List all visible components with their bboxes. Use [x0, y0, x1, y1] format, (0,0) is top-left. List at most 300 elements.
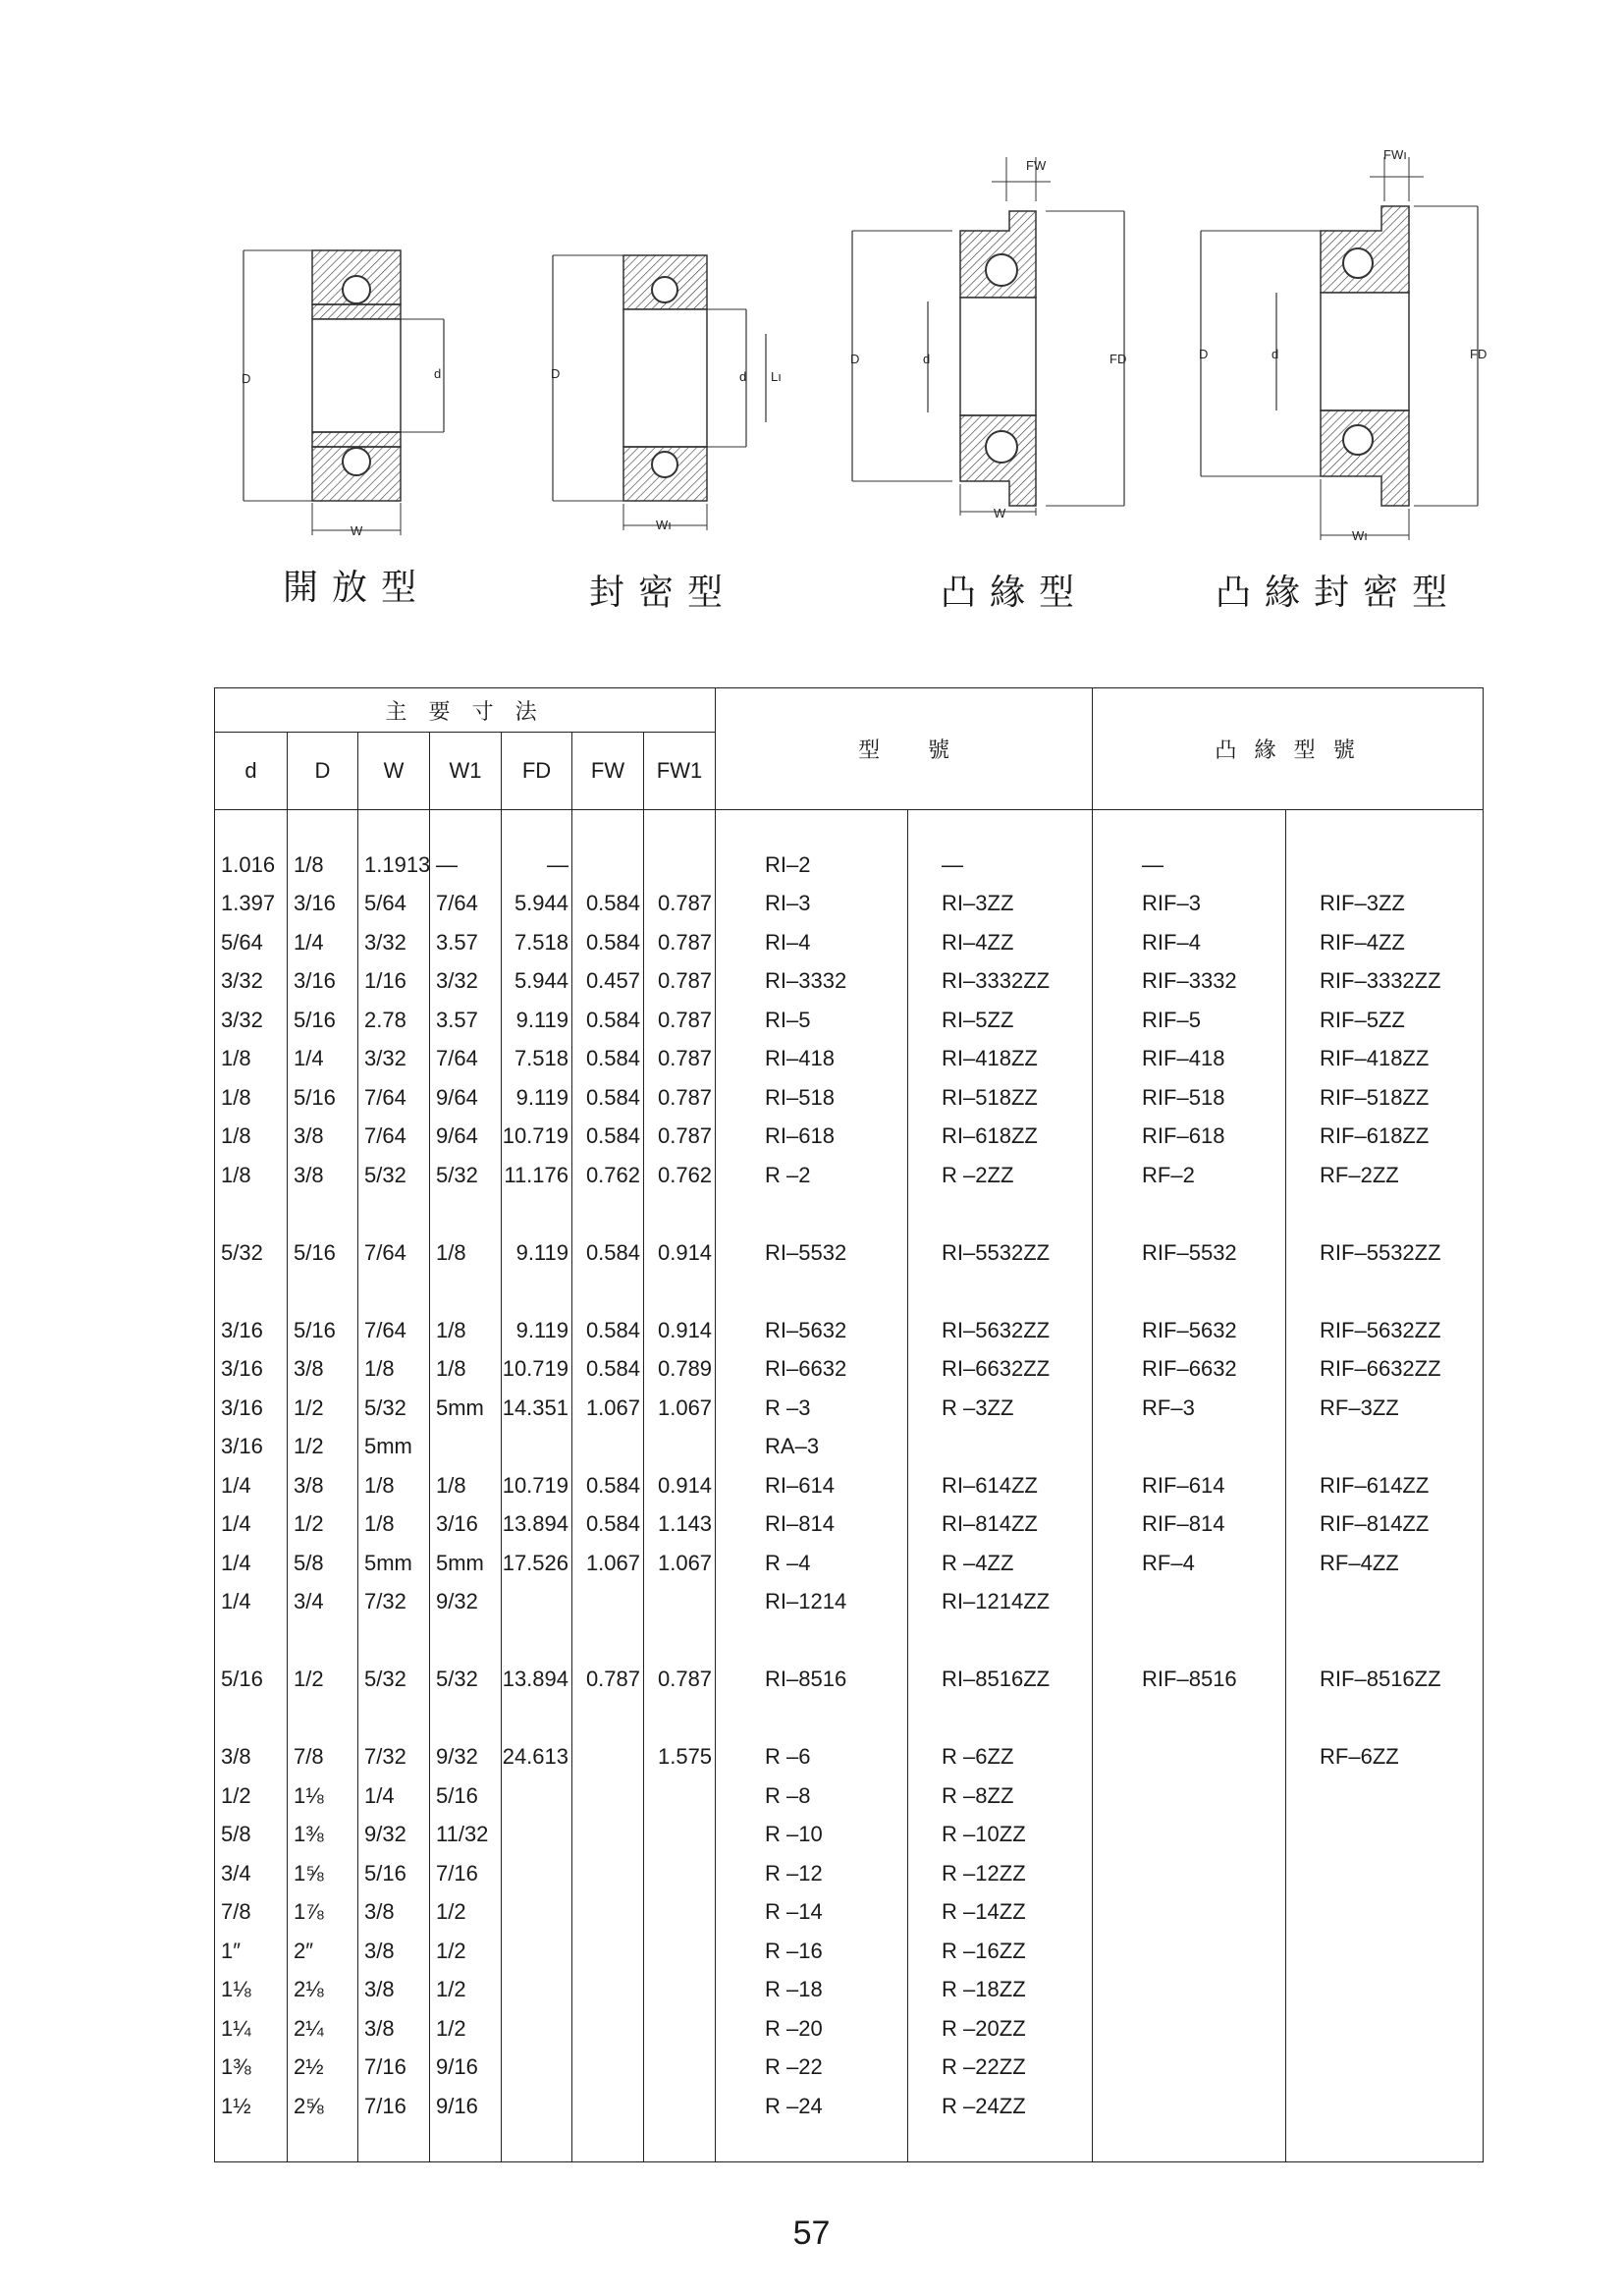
cell-D: 1/8 — [288, 846, 358, 885]
cell-flange-model: RIF–8516 — [1093, 1661, 1286, 1700]
cell-FD: 9.119 — [502, 1233, 572, 1273]
cell-W: 7/16 — [358, 2087, 430, 2126]
cell-W1: 1/8 — [430, 1311, 502, 1350]
cell-FD: 5.944 — [502, 885, 572, 924]
cell-FW: 1.067 — [572, 1544, 644, 1583]
cell-flange-model-zz — [1286, 1971, 1484, 2010]
cell-FW1 — [644, 1854, 716, 1893]
cell-model: R –24 — [716, 2087, 908, 2126]
table-row — [215, 962, 1484, 1002]
cell-FW: 0.762 — [572, 1156, 644, 1195]
cell-flange-model: RIF–3332 — [1093, 962, 1286, 1002]
table-row — [215, 1350, 1484, 1390]
dim-L1: Lı — [771, 369, 782, 384]
cell-FW — [572, 846, 644, 885]
cell-FW — [572, 1971, 644, 2010]
cell-FW1: 0.914 — [644, 1233, 716, 1273]
cell-model: R –3 — [716, 1389, 908, 1428]
dim-W1: Wı — [656, 518, 672, 532]
cell-d: 5/32 — [215, 1233, 288, 1273]
cell-FD — [502, 1777, 572, 1816]
cell-model-zz: RI–4ZZ — [908, 923, 1093, 962]
cell-D: 3/8 — [288, 1156, 358, 1195]
table-row — [215, 1505, 1484, 1545]
cell-D: 2⅛ — [288, 1971, 358, 2010]
cell-flange-model-zz — [1286, 1428, 1484, 1467]
dim-d-3: d — [923, 352, 931, 366]
cell-W1: 1/8 — [430, 1233, 502, 1273]
cell-d: 3/16 — [215, 1350, 288, 1390]
cell-flange-model — [1093, 2049, 1286, 2088]
cell-d: 1/8 — [215, 1118, 288, 1157]
cell-FD: 7.518 — [502, 923, 572, 962]
cell-d: 1⅛ — [215, 1971, 288, 2010]
cell-d: 5/64 — [215, 923, 288, 962]
cell-W: 7/64 — [358, 1078, 430, 1118]
cell-model: RI–3 — [716, 885, 908, 924]
cell-D: 5/16 — [288, 1233, 358, 1273]
cell-model: RI–618 — [716, 1118, 908, 1157]
cell-FD: 11.176 — [502, 1156, 572, 1195]
diagram-label-open: 開放型 — [283, 568, 431, 608]
cell-FW: 0.584 — [572, 1040, 644, 1079]
cell-W: 7/32 — [358, 1738, 430, 1777]
cell-flange-model-zz — [1286, 1583, 1484, 1622]
cell-flange-model: RIF–5 — [1093, 1001, 1286, 1040]
spacer-row — [215, 1699, 1484, 1738]
cell-model: R –16 — [716, 1932, 908, 1971]
cell-model-zz: RI–618ZZ — [908, 1118, 1093, 1157]
cell-FD: 10.719 — [502, 1118, 572, 1157]
cell-model: RI–3332 — [716, 962, 908, 1002]
cell-flange-model-zz: RIF–814ZZ — [1286, 1505, 1484, 1545]
cell-model-zz: R –16ZZ — [908, 1932, 1093, 1971]
cell-D: 3/4 — [288, 1583, 358, 1622]
cell-d: 3/16 — [215, 1311, 288, 1350]
cell-FW: 0.584 — [572, 1001, 644, 1040]
cell-W1 — [430, 1428, 502, 1467]
col-header-W1: W1 — [430, 733, 502, 810]
cell-FW1: 1.575 — [644, 1738, 716, 1777]
cell-flange-model — [1093, 1738, 1286, 1777]
cell-model-zz: RI–5532ZZ — [908, 1233, 1093, 1273]
cell-FW: 0.787 — [572, 1661, 644, 1700]
dim-d-4: d — [1271, 347, 1279, 361]
cell-FW: 0.584 — [572, 1505, 644, 1545]
cell-d: 1.016 — [215, 846, 288, 885]
cell-FW1 — [644, 2087, 716, 2126]
diagram-label-flanged-sealed: 凸緣封密型 — [1216, 573, 1462, 613]
cell-flange-model-zz — [1286, 1932, 1484, 1971]
cell-D: 5/16 — [288, 1311, 358, 1350]
table-row — [215, 1738, 1484, 1777]
cell-d: 1.397 — [215, 885, 288, 924]
cell-FW1: 1.143 — [644, 1505, 716, 1545]
cell-W1: 7/64 — [430, 885, 502, 924]
cell-D: 3/16 — [288, 885, 358, 924]
table-row — [215, 2049, 1484, 2088]
cell-W: 1/8 — [358, 1466, 430, 1505]
dim-d: d — [434, 366, 442, 381]
cell-flange-model-zz: RIF–5532ZZ — [1286, 1233, 1484, 1273]
cell-W1: 5/32 — [430, 1661, 502, 1700]
cell-model-zz: R –4ZZ — [908, 1544, 1093, 1583]
cell-flange-model-zz — [1286, 1893, 1484, 1933]
cell-flange-model-zz: RF–6ZZ — [1286, 1738, 1484, 1777]
cell-FD: 17.526 — [502, 1544, 572, 1583]
cell-W: 1/4 — [358, 1777, 430, 1816]
diagram-flanged-sealed-type — [1193, 147, 1507, 560]
cell-FD: 10.719 — [502, 1466, 572, 1505]
cell-model: RI–814 — [716, 1505, 908, 1545]
cell-flange-model-zz: RIF–3ZZ — [1286, 885, 1484, 924]
cell-model-zz: R –8ZZ — [908, 1777, 1093, 1816]
cell-flange-model-zz: RIF–614ZZ — [1286, 1466, 1484, 1505]
cell-model-zz: R –3ZZ — [908, 1389, 1093, 1428]
cell-D: 1/2 — [288, 1389, 358, 1428]
cell-FW1 — [644, 1777, 716, 1816]
dim-W: W — [351, 523, 363, 538]
cell-flange-model — [1093, 1854, 1286, 1893]
cell-model-zz: R –22ZZ — [908, 2049, 1093, 2088]
cell-D: 1⅞ — [288, 1893, 358, 1933]
cell-W: 5mm — [358, 1544, 430, 1583]
cell-FD — [502, 2087, 572, 2126]
cell-model-zz: RI–5632ZZ — [908, 1311, 1093, 1350]
cell-W: 1/8 — [358, 1505, 430, 1545]
cell-d: 5/8 — [215, 1816, 288, 1855]
cell-d: 5/16 — [215, 1661, 288, 1700]
cell-D: 1/2 — [288, 1661, 358, 1700]
cell-flange-model: RIF–3 — [1093, 885, 1286, 924]
diagram-sealed-type — [545, 241, 800, 555]
cell-flange-model: RIF–814 — [1093, 1505, 1286, 1545]
cell-D: 3/8 — [288, 1118, 358, 1157]
cell-D: 1⅝ — [288, 1854, 358, 1893]
cell-FW1 — [644, 1816, 716, 1855]
cell-D: 5/8 — [288, 1544, 358, 1583]
cell-d: 1″ — [215, 1932, 288, 1971]
cell-W: 7/32 — [358, 1583, 430, 1622]
cell-d: 1/2 — [215, 1777, 288, 1816]
cell-W1: 7/64 — [430, 1040, 502, 1079]
table-row — [215, 846, 1484, 885]
cell-model-zz: — — [908, 846, 1093, 885]
cell-model: R –14 — [716, 1893, 908, 1933]
cell-FW1 — [644, 2049, 716, 2088]
cell-model: RI–614 — [716, 1466, 908, 1505]
cell-FD — [502, 2009, 572, 2049]
cell-model-zz: RI–614ZZ — [908, 1466, 1093, 1505]
cell-flange-model-zz — [1286, 1854, 1484, 1893]
cell-flange-model: RIF–614 — [1093, 1466, 1286, 1505]
cell-flange-model-zz: RIF–4ZZ — [1286, 923, 1484, 962]
cell-W1: 3/16 — [430, 1505, 502, 1545]
cell-W: 1/8 — [358, 1350, 430, 1390]
cell-model: RI–518 — [716, 1078, 908, 1118]
table-row — [215, 885, 1484, 924]
cell-W1: 1/2 — [430, 1971, 502, 2010]
cell-W: 3/8 — [358, 1971, 430, 2010]
cell-W: 3/32 — [358, 923, 430, 962]
cell-W1: 1/2 — [430, 2009, 502, 2049]
cell-model-zz: R –20ZZ — [908, 2009, 1093, 2049]
spacer-row — [215, 1273, 1484, 1312]
dim-d-2: d — [739, 369, 747, 384]
col-header-d: d — [215, 733, 288, 810]
cell-FW1: 0.787 — [644, 1078, 716, 1118]
cell-D: 2″ — [288, 1932, 358, 1971]
cell-W1: 5/16 — [430, 1777, 502, 1816]
page-number: 57 — [792, 2214, 831, 2252]
cell-FD — [502, 1428, 572, 1467]
cell-model: RI–5532 — [716, 1233, 908, 1273]
cell-flange-model: RIF–4 — [1093, 923, 1286, 962]
cell-model-zz: R –14ZZ — [908, 1893, 1093, 1933]
open-bearing-drawing — [236, 236, 471, 550]
bearing-spec-table — [214, 687, 1484, 2162]
sealed-bearing-drawing — [545, 241, 800, 555]
cell-FW1: 0.787 — [644, 1040, 716, 1079]
cell-W1: 9/32 — [430, 1583, 502, 1622]
cell-model-zz: R –6ZZ — [908, 1738, 1093, 1777]
cell-W: 1.1913 — [358, 846, 430, 885]
cell-model-zz — [908, 1428, 1093, 1467]
cell-FD: 10.719 — [502, 1350, 572, 1390]
col-header-FW: FW — [572, 733, 644, 810]
cell-W1: 9/64 — [430, 1118, 502, 1157]
cell-W: 2.78 — [358, 1001, 430, 1040]
cell-D: 2¼ — [288, 2009, 358, 2049]
cell-FW1 — [644, 1971, 716, 2010]
cell-flange-model-zz — [1286, 1816, 1484, 1855]
col-header-D: D — [288, 733, 358, 810]
cell-model-zz: RI–518ZZ — [908, 1078, 1093, 1118]
cell-model: R –20 — [716, 2009, 908, 2049]
cell-model: RI–5632 — [716, 1311, 908, 1350]
cell-FW1: 0.787 — [644, 885, 716, 924]
cell-model-zz: RI–8516ZZ — [908, 1661, 1093, 1700]
cell-model: RI–4 — [716, 923, 908, 962]
cell-flange-model: RF–4 — [1093, 1544, 1286, 1583]
cell-FW1 — [644, 1893, 716, 1933]
table-row — [215, 1001, 1484, 1040]
cell-flange-model-zz — [1286, 1777, 1484, 1816]
cell-d: 1¼ — [215, 2009, 288, 2049]
cell-FD: 7.518 — [502, 1040, 572, 1079]
cell-FW1: 0.914 — [644, 1311, 716, 1350]
flanged-sealed-bearing-drawing — [1193, 147, 1507, 560]
table-row — [215, 1428, 1484, 1467]
cell-FW — [572, 1816, 644, 1855]
cell-FW: 0.457 — [572, 962, 644, 1002]
cell-FD — [502, 2049, 572, 2088]
dim-D-3: D — [850, 352, 860, 366]
cell-FW: 0.584 — [572, 1350, 644, 1390]
cell-flange-model — [1093, 2087, 1286, 2126]
model-header: 型 號 — [716, 688, 1093, 810]
cell-W: 7/16 — [358, 2049, 430, 2088]
cell-FD: 13.894 — [502, 1661, 572, 1700]
cell-FW1: 0.787 — [644, 1118, 716, 1157]
cell-FW1: 1.067 — [644, 1544, 716, 1583]
dim-FD: FD — [1109, 352, 1127, 366]
cell-W1: 1/2 — [430, 1893, 502, 1933]
cell-model-zz: RI–5ZZ — [908, 1001, 1093, 1040]
cell-W1: 9/16 — [430, 2049, 502, 2088]
flanged-bearing-drawing — [844, 152, 1139, 565]
cell-D: 1/2 — [288, 1505, 358, 1545]
cell-W: 3/32 — [358, 1040, 430, 1079]
cell-FW — [572, 1583, 644, 1622]
cell-d: 1½ — [215, 2087, 288, 2126]
cell-flange-model-zz — [1286, 2009, 1484, 2049]
cell-FD — [502, 1816, 572, 1855]
cell-model: R –18 — [716, 1971, 908, 2010]
cell-d: 7/8 — [215, 1893, 288, 1933]
diagram-label-sealed: 封密型 — [589, 573, 737, 613]
cell-flange-model: RIF–618 — [1093, 1118, 1286, 1157]
cell-d: 3/16 — [215, 1389, 288, 1428]
cell-FW1: 1.067 — [644, 1389, 716, 1428]
cell-model-zz: RI–6632ZZ — [908, 1350, 1093, 1390]
spacer-row — [215, 1621, 1484, 1661]
cell-W1: 9/64 — [430, 1078, 502, 1118]
cell-flange-model-zz: RIF–6632ZZ — [1286, 1350, 1484, 1390]
cell-FW: 1.067 — [572, 1389, 644, 1428]
cell-FW1 — [644, 1583, 716, 1622]
cell-flange-model-zz: RIF–5632ZZ — [1286, 1311, 1484, 1350]
cell-W: 3/8 — [358, 2009, 430, 2049]
cell-d: 3/32 — [215, 1001, 288, 1040]
cell-model: R –4 — [716, 1544, 908, 1583]
dim-W-3: W — [994, 506, 1006, 520]
cell-d: 1/8 — [215, 1040, 288, 1079]
cell-flange-model — [1093, 1583, 1286, 1622]
cell-d: 1/4 — [215, 1544, 288, 1583]
cell-W: 3/8 — [358, 1893, 430, 1933]
cell-FW — [572, 1932, 644, 1971]
cell-d: 1/4 — [215, 1583, 288, 1622]
diagram-open-type — [236, 236, 471, 550]
cell-D: 1⅛ — [288, 1777, 358, 1816]
table-row — [215, 1583, 1484, 1622]
cell-W1: 9/32 — [430, 1738, 502, 1777]
cell-flange-model: RIF–518 — [1093, 1078, 1286, 1118]
cell-W: 5/32 — [358, 1661, 430, 1700]
cell-flange-model: RIF–5632 — [1093, 1311, 1286, 1350]
cell-FW1 — [644, 2009, 716, 2049]
cell-FW1: 0.787 — [644, 923, 716, 962]
cell-FW1 — [644, 1932, 716, 1971]
table-row — [215, 1854, 1484, 1893]
table-row — [215, 1777, 1484, 1816]
cell-model: RI–2 — [716, 846, 908, 885]
table-row — [215, 1078, 1484, 1118]
cell-flange-model-zz: RIF–618ZZ — [1286, 1118, 1484, 1157]
table-row — [215, 1311, 1484, 1350]
cell-d: 1/8 — [215, 1156, 288, 1195]
table-row — [215, 2009, 1484, 2049]
cell-FW: 0.584 — [572, 1233, 644, 1273]
cell-flange-model-zz: RIF–518ZZ — [1286, 1078, 1484, 1118]
table-row — [215, 1816, 1484, 1855]
cell-model: RA–3 — [716, 1428, 908, 1467]
cell-d: 1/4 — [215, 1466, 288, 1505]
cell-FW — [572, 2009, 644, 2049]
cell-FW — [572, 1893, 644, 1933]
cell-model: R –2 — [716, 1156, 908, 1195]
table-row — [215, 2087, 1484, 2126]
cell-d: 1/4 — [215, 1505, 288, 1545]
cell-FW — [572, 1428, 644, 1467]
cell-FW1: 0.914 — [644, 1466, 716, 1505]
cell-model: RI–6632 — [716, 1350, 908, 1390]
cell-model-zz: RI–418ZZ — [908, 1040, 1093, 1079]
dim-W1-4: Wı — [1352, 528, 1368, 543]
cell-flange-model — [1093, 1777, 1286, 1816]
cell-D: 1/4 — [288, 1040, 358, 1079]
cell-FD: 9.119 — [502, 1078, 572, 1118]
cell-W1: 3.57 — [430, 923, 502, 962]
diagram-flanged-type — [844, 152, 1139, 565]
cell-FD: 13.894 — [502, 1505, 572, 1545]
cell-model-zz: R –10ZZ — [908, 1816, 1093, 1855]
dim-D-4: D — [1199, 347, 1209, 361]
cell-model-zz: RI–814ZZ — [908, 1505, 1093, 1545]
cell-model-zz: RI–1214ZZ — [908, 1583, 1093, 1622]
cell-flange-model-zz — [1286, 2087, 1484, 2126]
table-row — [215, 1040, 1484, 1079]
cell-FD: 9.119 — [502, 1001, 572, 1040]
cell-d: 3/16 — [215, 1428, 288, 1467]
cell-W: 5/16 — [358, 1854, 430, 1893]
cell-W1: 7/16 — [430, 1854, 502, 1893]
cell-FW1 — [644, 846, 716, 885]
cell-W1: 5/32 — [430, 1156, 502, 1195]
cell-FW: 0.584 — [572, 1118, 644, 1157]
cell-model: RI–8516 — [716, 1661, 908, 1700]
cell-D: 1⅜ — [288, 1816, 358, 1855]
cell-D: 7/8 — [288, 1738, 358, 1777]
flange-model-header: 凸 緣 型 號 — [1093, 688, 1484, 810]
cell-D: 2½ — [288, 2049, 358, 2088]
cell-flange-model-zz — [1286, 846, 1484, 885]
table-row — [215, 1118, 1484, 1157]
cell-flange-model-zz: RIF–8516ZZ — [1286, 1661, 1484, 1700]
cell-flange-model — [1093, 1932, 1286, 1971]
table-row — [215, 1156, 1484, 1195]
cell-FW: 0.584 — [572, 923, 644, 962]
cell-d: 1⅜ — [215, 2049, 288, 2088]
cell-FW1: 0.789 — [644, 1350, 716, 1390]
dim-D: D — [242, 371, 251, 386]
cell-FD: 24.613 — [502, 1738, 572, 1777]
cell-D: 5/16 — [288, 1001, 358, 1040]
spec-table-body — [215, 810, 1484, 2162]
cell-W: 5/32 — [358, 1156, 430, 1195]
cell-FW: 0.584 — [572, 1078, 644, 1118]
cell-FD — [502, 1854, 572, 1893]
cell-FW: 0.584 — [572, 885, 644, 924]
dim-D-2: D — [551, 366, 561, 381]
cell-d: 1/8 — [215, 1078, 288, 1118]
cell-W1: 9/16 — [430, 2087, 502, 2126]
dim-FW: FW — [1026, 158, 1047, 173]
table-row — [215, 1389, 1484, 1428]
cell-D: 1/4 — [288, 923, 358, 962]
cell-FW: 0.584 — [572, 1311, 644, 1350]
